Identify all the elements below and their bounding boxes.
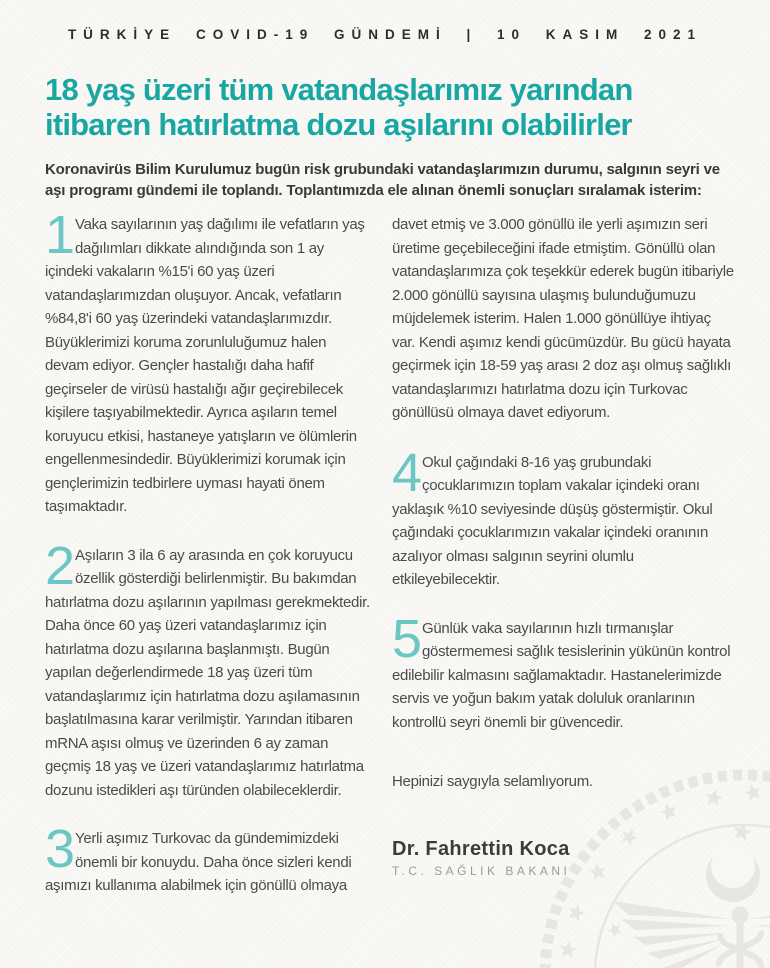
numbered-item-3 [45, 819, 370, 898]
numbered-item-4 [392, 442, 737, 592]
item-2-number: 2 [45, 535, 76, 596]
item-1-text: Vaka sayılarının yaş dağılımı ile vefatların yaş dağılımları dikkate alındığında son 1 ay içindeki vakaların %15'i 60 yaş üzeri vatandaşlarımızdan oluşuyor. Ancak, vefatların %84,8'i 60 yaş üzerindeki vatandaşlarımızdır. Büyüklerimizi koruma zorunluluğumuz halen devam ediyor. Gençler hastalığı daha hafif geçirseler de virüsü hastalığı ağır geçirebilecek kişilere taşıyabilmektedir. Ayrıca aşıların temel koruyucu etkisi, hastaneye yatışların ve ölümlerin engellenmesindedir. Büyüklerimizi korumak için gençlerimizin tedbirlere uyması hayati önem taşımaktadır. [45, 216, 365, 515]
signature-role: T.C. SAĞLIK BAKANI [392, 863, 571, 878]
item-4-text: Okul çağındaki 8-16 yaş grubundaki çocuklarımızın toplam vakalar içindeki oranı yaklaşık %10 seviyesinde düşüş göstermiştir. Okul çağındaki çocuklarımızın vakalar içindeki oranının azalıyor olması salgının seyrini olumlu etkileyebilecektir. [392, 453, 713, 588]
numbered-item-2 [45, 535, 370, 803]
signature-name: Dr. Fahrettin Koca [392, 837, 570, 860]
right-column [392, 213, 737, 923]
signature-block [392, 838, 737, 878]
numbered-item-1 [45, 205, 370, 519]
page-title-line-1: 18 yaş üzeri tüm vatandaşlarımız yarından [45, 72, 633, 107]
item-3-continuation-text: davet etmiş ve 3.000 gönüllü ile yerli aşımızın seri üretime geçebileceğini ifade etmiştim. Gönüllü olan vatandaşlarımıza çok teşekkür ederek bugün itibariyle 2.000 gönüllü sayısına ulaşmış bulunduğumuzu müjdelemek isterim. Halen 1.000 gönüllüye ihtiyaç var. Kendi aşımız kendi gücümüzdür. Bu gücü hayata geçirmek için 18-59 yaş arası 2 doz aşı olmuş sağlıklı vatandaşlarımızı hatırlatma dozu için Turkovac gönüllüsü olmaya davet ediyorum. [392, 216, 734, 421]
item-3-text: Yerli aşımız Turkovac da gündemimizdeki önemli bir konuydu. Daha önce sizleri kendi aşımızı kullanıma alabilmek için gönüllü olmaya [45, 830, 352, 894]
numbered-item-5 [392, 608, 737, 735]
left-column [45, 205, 370, 923]
two-column-body [45, 205, 737, 923]
masthead: TÜRKİYE COVID-19 GÜNDEMİ | 10 KASIM 2021 [67, 27, 703, 42]
intro-paragraph: Koronavirüs Bilim Kurulumuz bugün risk grubundaki vatandaşlarımızın durumu, salgının seyri ve aşı programı gündemi ile toplandı. Toplantımızda ele alınan önemli sonuçları sıralamak isterim: [45, 161, 720, 199]
item-5-number: 5 [392, 608, 423, 669]
page-title [45, 72, 725, 142]
closing-line: Hepinizi saygıyla selamlıyorum. [392, 773, 593, 790]
item-1-number: 1 [45, 205, 76, 265]
page-title-line-2: itibaren hatırlatma dozu aşılarını olabilirler [45, 107, 632, 142]
item-4-number: 4 [392, 442, 423, 503]
item-2-text: Aşıların 3 ila 6 ay arasında en çok koruyucu özellik gösterdiği belirlenmiştir. Bu bakımdan hatırlatma dozu aşılarının yapılması gerekmektedir. Daha önce 60 yaş üzeri vatandaşlarımız için hatırlatma dozu aşılarına başlanmıştı. Bugün yapılan değerlendirmede 18 yaş üzeri tüm vatandaşlarımız için hatırlatma dozu aşılamasının başlatılmasına karar verilmiştir. Yarından itibaren mRNA aşısı olmuş ve üzerinden 6 ay zaman geçmiş 18 yaş ve üzeri vatandaşlarımız hatırlatma dozunu istedikleri aşı türünden olabileceklerdir. [45, 546, 370, 799]
item-3-number: 3 [45, 819, 76, 879]
item-5-text: Günlük vaka sayılarının hızlı tırmanışlar göstermemesi sağlık tesislerinin yükünün kontrol edilebilir kalmasını sağlamaktadır. Hastanelerimizde servis ve yoğun bakım yatak doluluk oranlarının kontrollü seyri önemli bir güvencedir. [392, 619, 731, 731]
